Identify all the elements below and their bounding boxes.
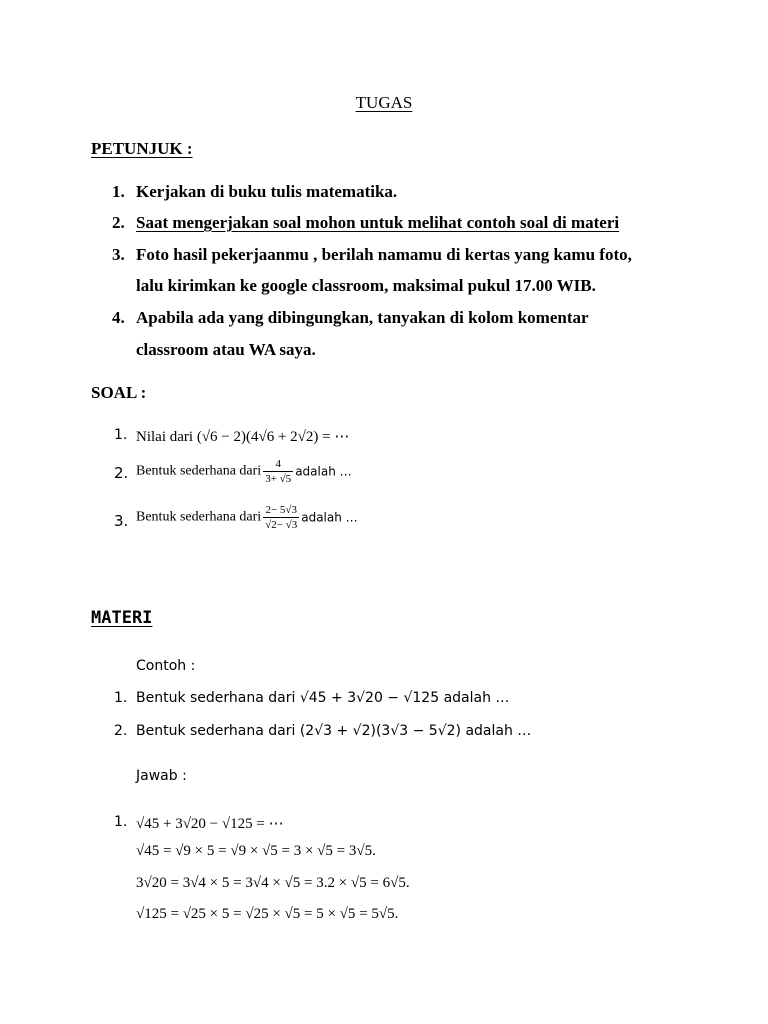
example-1 bbox=[114, 690, 510, 706]
instruction-text: Apabila ada yang dibingungkan, tanyakan di kolom komentar bbox=[136, 308, 589, 327]
materi-heading: MATERI bbox=[91, 608, 153, 628]
answer-text: √45 + 3√20 − √125 = ⋯ bbox=[136, 816, 284, 832]
instruction-number: 2. bbox=[112, 213, 125, 232]
instruction-item-3 bbox=[112, 245, 632, 265]
instruction-text: Kerjakan di buku tulis matematika. bbox=[136, 182, 398, 201]
question-3 bbox=[114, 504, 358, 531]
jawab-label: Jawab : bbox=[136, 768, 187, 784]
example-text: Bentuk sederhana dari √45 + 3√20 − √125 adalah … bbox=[136, 690, 510, 706]
question-number: 1. bbox=[114, 427, 128, 443]
answer-number: 1. bbox=[114, 814, 128, 830]
instruction-item-3-continuation: lalu kirimkan ke google classroom, maksimal pukul 17.00 WIB. bbox=[136, 276, 596, 295]
answer-line-1 bbox=[114, 814, 284, 833]
question-suffix: adalah … bbox=[301, 510, 358, 525]
answer-line-2: √45 = √9 × 5 = √9 × √5 = 3 × √5 = 3√5. bbox=[136, 843, 376, 859]
fraction-numerator: 4 bbox=[275, 458, 281, 470]
instruction-item-4-continuation: classroom atau WA saya. bbox=[136, 340, 316, 359]
example-2 bbox=[114, 723, 532, 739]
question-number: 2. bbox=[114, 464, 129, 482]
fraction-denominator: √2− √3 bbox=[265, 519, 298, 531]
example-number: 1. bbox=[114, 690, 128, 706]
instruction-number: 1. bbox=[112, 182, 125, 201]
petunjuk-heading: PETUNJUK : bbox=[91, 139, 193, 158]
answer-line-3: 3√20 = 3√4 × 5 = 3√4 × √5 = 3.2 × √5 = 6√5. bbox=[136, 875, 410, 891]
soal-heading: SOAL : bbox=[91, 383, 147, 402]
example-text: Bentuk sederhana dari (2√3 + √2)(3√3 − 5√2) adalah … bbox=[136, 723, 532, 739]
contoh-label: Contoh : bbox=[136, 658, 196, 674]
fraction bbox=[263, 458, 293, 485]
instruction-text: Foto hasil pekerjaanmu , berilah namamu di kertas yang kamu foto, bbox=[136, 245, 632, 264]
instruction-item-4 bbox=[112, 308, 589, 328]
instruction-number: 3. bbox=[112, 245, 125, 264]
fraction bbox=[263, 504, 299, 531]
question-text: Nilai dari (√6 − 2)(4√6 + 2√2) = ⋯ bbox=[136, 429, 350, 445]
answer-line-4: √125 = √25 × 5 = √25 × √5 = 5 × √5 = 5√5. bbox=[136, 906, 399, 922]
question-suffix: adalah … bbox=[295, 464, 352, 479]
question-1 bbox=[114, 427, 350, 446]
fraction-denominator: 3+ √5 bbox=[265, 473, 292, 485]
instruction-item-2 bbox=[112, 213, 619, 233]
fraction-numerator: 2− 5√3 bbox=[265, 504, 297, 516]
question-number: 3. bbox=[114, 512, 129, 530]
question-prefix: Bentuk sederhana dari bbox=[136, 509, 262, 525]
instruction-text: Saat mengerjakan soal mohon untuk melihat contoh soal di materi bbox=[136, 213, 620, 232]
question-2 bbox=[114, 458, 352, 485]
question-prefix: Bentuk sederhana dari bbox=[136, 463, 262, 479]
example-number: 2. bbox=[114, 723, 128, 739]
page-title: TUGAS bbox=[355, 93, 413, 112]
instruction-number: 4. bbox=[112, 308, 125, 327]
instruction-item-1 bbox=[112, 182, 397, 202]
